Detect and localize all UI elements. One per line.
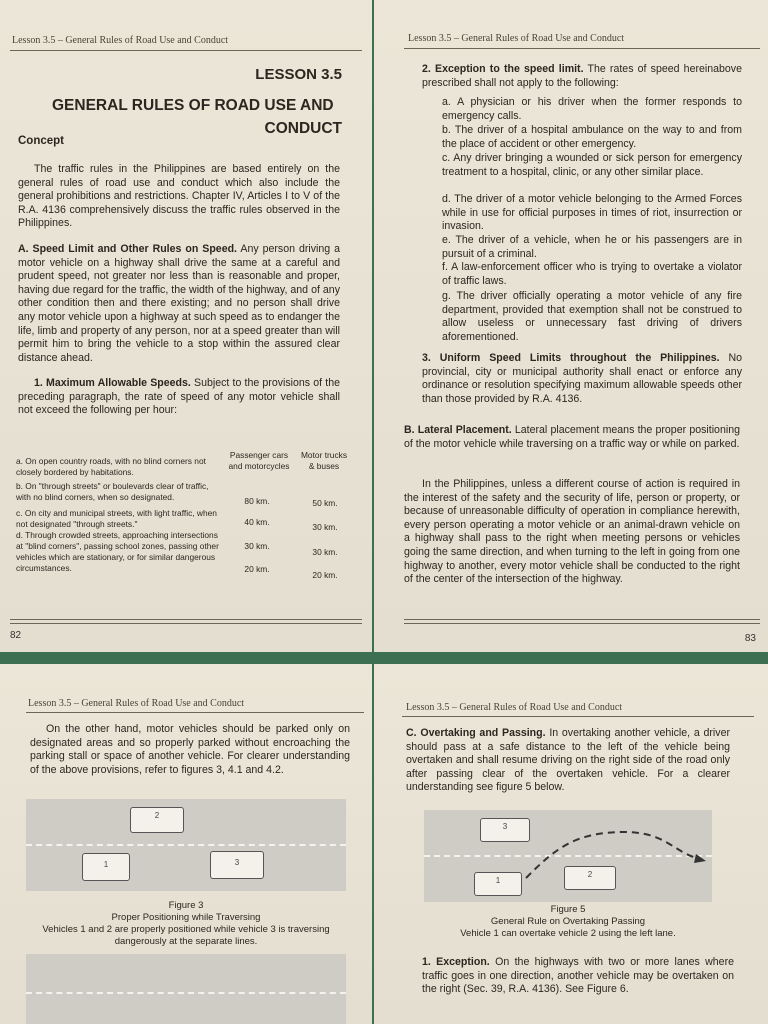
- section-b: [404, 424, 740, 451]
- col-header-cars: Passenger cars and motorcycles: [228, 450, 290, 471]
- vehicle-1: 1: [474, 872, 522, 896]
- max-speeds-body: Subject to the provisions of the preceding paragraph, the rate of speed of any motor vehicle shall not exceed the following per hour:: [18, 377, 340, 417]
- uniform-speed-body: No provincial, city or municipal authority shall enact or enforce any ordinance or resolution specifying maximum allowable speeds other than those provided by R.A. 4136.: [422, 352, 742, 405]
- speed-row-d-cars: 20 km.: [244, 564, 270, 574]
- max-speeds-heading: 1. Maximum Allowable Speeds.: [34, 377, 191, 389]
- vehicle-2: 2: [130, 807, 184, 833]
- footer-rule: [404, 619, 760, 620]
- exception-overtaking-heading: 1. Exception.: [422, 956, 490, 968]
- footer-rule: [10, 619, 362, 620]
- header-rule: [10, 50, 362, 51]
- section-c: [406, 727, 730, 795]
- exception-speed: [422, 63, 742, 90]
- exception-speed-body: The rates of speed hereinabove prescribed shall not apply to the following:: [422, 63, 742, 89]
- vehicle-1: 1: [82, 853, 130, 881]
- speed-row-b-cars: 40 km.: [244, 517, 270, 527]
- lane-divider: [26, 844, 346, 846]
- speed-row-a-trucks: 50 km.: [312, 498, 338, 508]
- figure-5-road: [424, 810, 712, 902]
- lane-divider: [26, 992, 346, 994]
- speed-row-c-trucks: 30 km.: [312, 547, 338, 557]
- running-header: Lesson 3.5 – General Rules of Road Use and Conduct: [12, 35, 229, 46]
- page-title-line2: CONDUCT: [264, 120, 342, 137]
- section-c-body: In overtaking another vehicle, a driver should pass at a safe distance to the left of the vehicle being overtaken and shall resume driving on the right side of the road only after passing clear of the overtaken vehicle. For a clearer understanding see figure 5 below.: [406, 727, 730, 794]
- header-rule: [26, 712, 364, 713]
- page-82: [0, 0, 372, 652]
- speed-row-a-cars: 80 km.: [244, 496, 270, 506]
- page-title-line1: GENERAL RULES OF ROAD USE AND: [52, 97, 334, 114]
- section-b-body: Lateral placement means the proper positioning of the motor vehicle while traversing on a traffic way or while on parked.: [404, 424, 740, 450]
- figure-3-road: [26, 799, 346, 891]
- concept-heading: Concept: [18, 135, 64, 147]
- vehicle-3: 3: [210, 851, 264, 879]
- figure-5-title: General Rule on Overtaking Passing: [490, 916, 646, 927]
- exception-item-c: c. Any driver bringing a wounded or sick person for emergency treatment to a hospital, clinic, or any other similar place.: [442, 152, 742, 178]
- running-header: Lesson 3.5 – General Rules of Road Use and Conduct: [28, 698, 245, 709]
- section-a-body: Any person driving a motor vehicle on a highway shall drive the same at a careful and prudent speed, not greater nor less than is reasonable and proper, having due regard for the traffic, the width of the highway, and of any other condition then and there existing; and no person shall drive any motor vehicle upon a highway at such speed as to endanger the life, limb and property of any person, nor at a speed greater than will permit him to bring the vehicle to a stop within the assured clear distance ahead.: [18, 243, 341, 364]
- lesson-number: LESSON 3.5: [255, 66, 342, 83]
- footer-rule-2: [404, 623, 760, 624]
- figure-5-description: Vehicle 1 can overtake vehicle 2 using the left lane.: [460, 928, 676, 939]
- vehicle-2: 2: [564, 866, 616, 890]
- figure-3-description: Vehicles 1 and 2 are properly positioned while vehicle 3 is traversing dangerously at the separate lines.: [42, 924, 330, 947]
- figure-4-road-partial: [26, 954, 346, 1024]
- vehicle-3: 3: [480, 818, 530, 842]
- exception-item-d: d. The driver of a motor vehicle belonging to the Armed Forces while in use for official purposes in times of riot, insurrection or invasion.: [442, 193, 742, 233]
- exception-overtaking-body: On the highways with two or more lanes where traffic goes in one direction, another vehicle may be overtaken on the right (Sec. 39, R.A. 4136). See Figure 6.: [422, 956, 734, 996]
- col-header-trucks: Motor trucks & buses: [300, 450, 348, 471]
- figure-3-title: Proper Positioning while Traversing: [111, 912, 261, 923]
- header-rule: [402, 716, 754, 717]
- exception-item-e: e. The driver of a vehicle, when he or his passengers are in pursuit of a criminal.: [442, 234, 742, 260]
- speed-row-b-label: b. On "through streets" or boulevards clear of traffic, with no blind corners, when so designated.: [16, 481, 209, 502]
- speed-row-c-cars: 30 km.: [244, 541, 270, 551]
- max-speeds: [18, 377, 340, 418]
- lateral-placement-paragraph: In the Philippines, unless a different course of action is required in the interest of the safety and the security of life, person or property, or because of unreasonable difficulty of operation in compliance herewith, every person operating a motor vehicle or an animal-drawn vehicle on a highway shall pass to the right when meeting persons or vehicles going the same direction, and when turning to the left in going from one highway to another, every motor vehicle shall be conducted to the right of the center of the intersection of the highway.: [404, 478, 740, 586]
- page-number: 83: [744, 633, 756, 644]
- speed-row-d-label: d. Through crowded streets, approaching intersections at "blind corners", passing school zones, passing other vehicles which are stationary, or for similar dangerous circumstances.: [16, 530, 219, 573]
- overtaking-path-arrow: [424, 810, 712, 902]
- exception-overtaking: [422, 956, 734, 997]
- exception-speed-heading: 2. Exception to the speed limit.: [422, 63, 584, 75]
- speed-row-c-label: c. On city and municipal streets, with light traffic, when not designated "through streets.": [16, 508, 217, 529]
- exception-item-a: a. A physician or his driver when the former responds to emergency calls.: [442, 96, 742, 122]
- running-header: Lesson 3.5 – General Rules of Road Use and Conduct: [406, 702, 623, 713]
- exception-item-g: g. The driver officially operating a motor vehicle of any fire department, provided that exemption shall not be construed to allow useless or unnecessary fast driving of drivers aforementioned.: [442, 290, 742, 343]
- section-a-heading: A. Speed Limit and Other Rules on Speed.: [18, 243, 238, 255]
- exception-item-b: b. The driver of a hospital ambulance on the way to and from the place of accident or other emergency.: [442, 124, 742, 150]
- header-rule: [404, 48, 760, 49]
- uniform-speed: [422, 352, 742, 406]
- section-b-heading: B. Lateral Placement.: [404, 424, 512, 436]
- parking-paragraph: On the other hand, motor vehicles should be parked only on designated areas and so properly parked without encroaching the parking stall or space of another vehicle. For clearer understanding of the above provisions, refer to figures 3, 4.1 and 4.2.: [30, 723, 350, 776]
- speed-row-a-label: a. On open country roads, with no blind corners not closely bordered by habitations.: [16, 456, 206, 477]
- running-header: Lesson 3.5 – General Rules of Road Use and Conduct: [408, 33, 625, 44]
- speed-row-d-trucks: 20 km.: [312, 570, 338, 580]
- uniform-speed-heading: 3. Uniform Speed Limits throughout the Philippines.: [422, 352, 720, 364]
- page-number: 82: [10, 630, 22, 641]
- figure-3-number: Figure 3: [168, 900, 204, 911]
- section-a: [18, 243, 340, 365]
- figure-5-number: Figure 5: [550, 904, 586, 915]
- speed-row-b-trucks: 30 km.: [312, 522, 338, 532]
- intro-paragraph: The traffic rules in the Philippines are based entirely on the general rules of road use and conduct which also include the general prohibitions and restrictions. Chapter IV, Articles I to V of the R.A. 4136 comprehensively discuss the traffic rules observed in the Philippines.: [18, 163, 340, 230]
- page-85: [374, 664, 768, 1024]
- footer-rule-2: [10, 623, 362, 624]
- page-84: [0, 664, 372, 1024]
- section-c-heading: C. Overtaking and Passing.: [406, 727, 546, 739]
- exception-item-f: f. A law-enforcement officer who is trying to overtake a violator of traffic laws.: [442, 261, 742, 287]
- page-83: [374, 0, 768, 652]
